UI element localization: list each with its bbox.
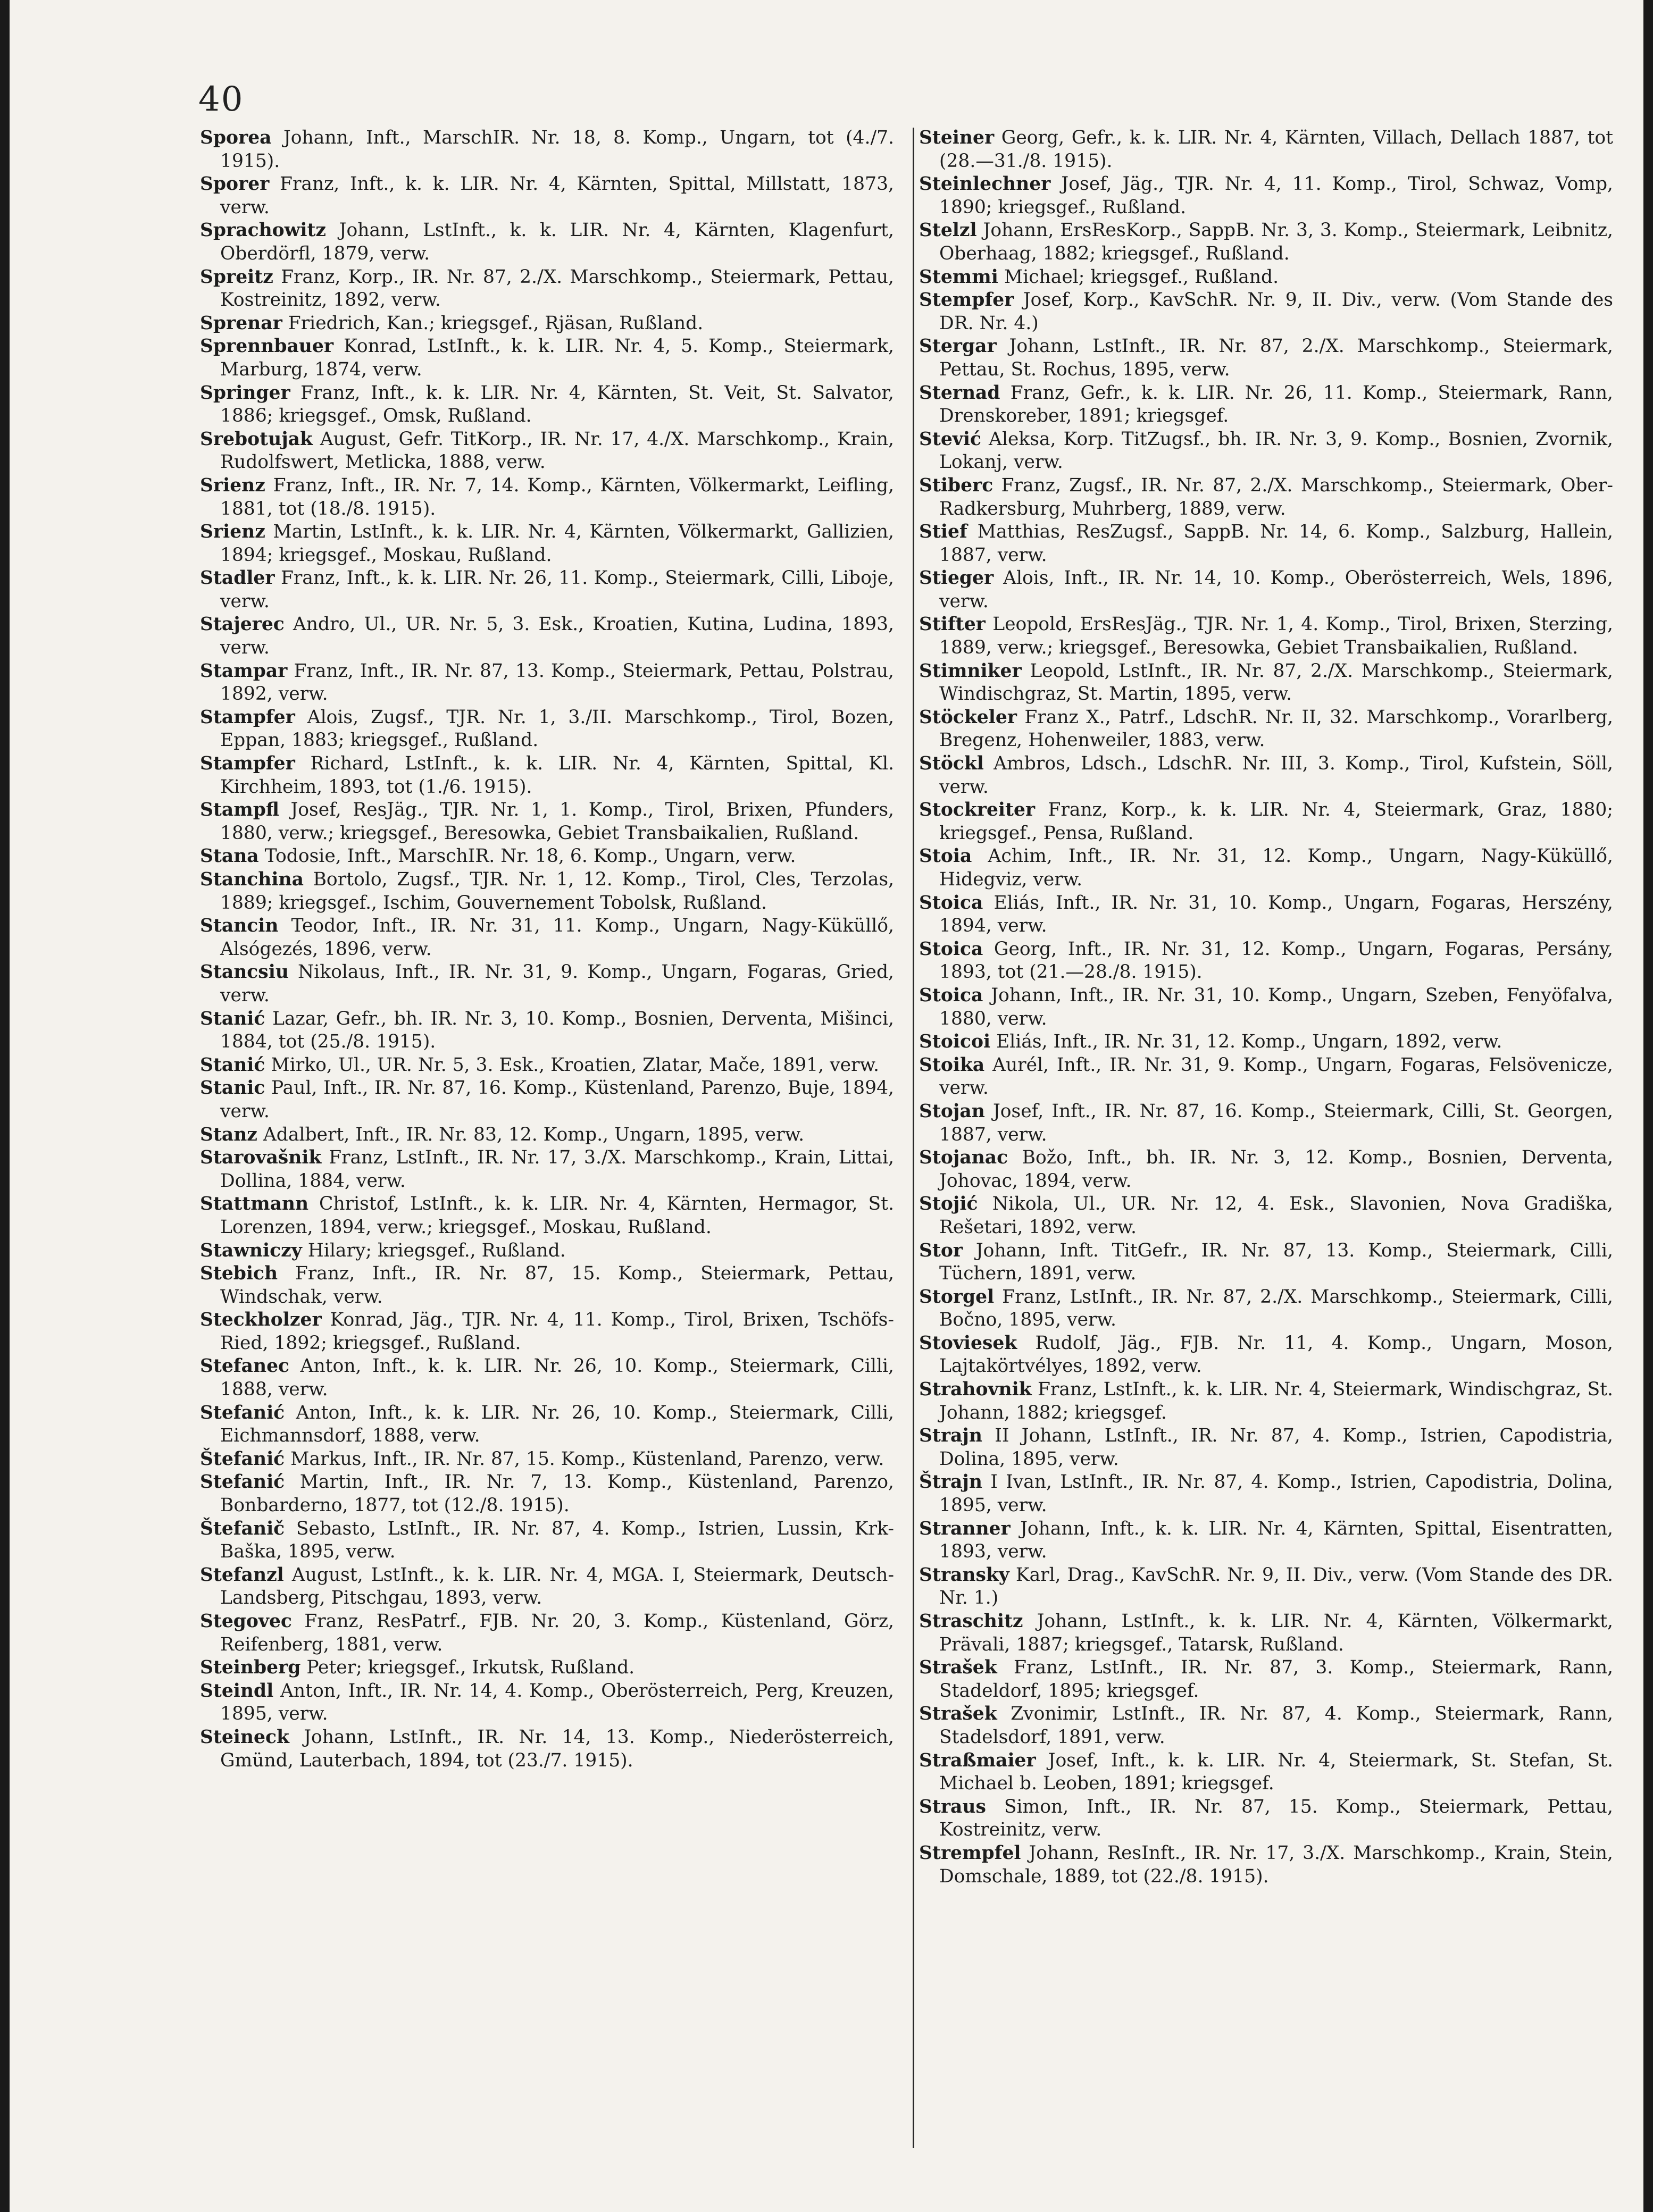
register-entry (919, 428, 1613, 474)
entry-surname: Stefanzl (200, 1564, 284, 1586)
entry-details: Leopold, ErsResJäg., TJR. Nr. 1, 4. Komp., Tirol, Brixen, Sterzing, 1889, verw.; kriegsgef., Beresowka, Gebiet Transbaikalien, Rußland. (939, 614, 1614, 659)
entry-surname: Stoica (919, 892, 983, 914)
entry-surname: Stor (919, 1239, 963, 1261)
register-entry (200, 312, 894, 336)
register-entry (200, 428, 894, 474)
register-entry (200, 1124, 894, 1147)
entry-surname: Stoicoi (919, 1031, 991, 1053)
entry-surname: Stana (200, 845, 259, 867)
entry-details: Franz, Gefr., k. k. LIR. Nr. 26, 11. Komp., Steiermark, Rann, Drenskoreber, 1891; kriegsgef. (939, 382, 1613, 427)
entry-surname: Sprennbauer (200, 336, 334, 357)
entry-details: Friedrich, Kan.; kriegsgef., Rjäsan, Rußland. (288, 312, 704, 334)
register-entry (919, 984, 1613, 1030)
entry-surname: Stojanac (919, 1147, 1008, 1169)
entry-details: II Johann, LstInft., IR. Nr. 87, 4. Komp., Istrien, Capodistria, Dolina, 1895, verw. (939, 1425, 1613, 1470)
entry-details: I Ivan, LstInft., IR. Nr. 87, 4. Komp., Istrien, Capodistria, Dolina, 1895, verw. (939, 1471, 1614, 1516)
right-column (919, 127, 1613, 1888)
entry-details: Anton, Inft., k. k. LIR. Nr. 26, 10. Komp., Steiermark, Cilli, Eichmannsdorf, 1888, verw. (220, 1402, 894, 1447)
entry-surname: Stampfer (200, 706, 295, 728)
entry-surname: Stiberc (919, 474, 994, 496)
entry-details: Nikola, Ul., UR. Nr. 12, 4. Esk., Slavonien, Nova Gradiška, Rešetari, 1892, verw. (939, 1193, 1614, 1238)
entry-details: Georg, Gefr., k. k. LIR. Nr. 4, Kärnten, Villach, Dellach 1887, tot (28.—31./8. 1915). (939, 127, 1613, 172)
register-entry (200, 706, 894, 752)
entry-surname: Steinberg (200, 1657, 301, 1679)
entry-details: Josef, Inft., k. k. LIR. Nr. 4, Steiermark, St. Stefan, St. Michael b. Leoben, 1891; kriegsgef. (939, 1749, 1613, 1795)
register-entry (200, 219, 894, 265)
entry-surname: Steiner (919, 127, 995, 148)
register-entry (919, 1239, 1613, 1286)
entry-details: Lazar, Gefr., bh. IR. Nr. 3, 10. Komp., Bosnien, Derventa, Mišinci, 1884, tot (25./8. 1915). (220, 1008, 894, 1053)
entry-details: Georg, Inft., IR. Nr. 31, 12. Komp., Ungarn, Fogaras, Persány, 1893, tot (21.—28./8. 1915). (939, 938, 1614, 983)
register-entry (200, 1355, 894, 1401)
register-entry (919, 474, 1613, 521)
entry-details: Hilary; kriegsgef., Rußland. (307, 1239, 566, 1261)
register-entry (200, 1471, 894, 1517)
register-entry (200, 660, 894, 706)
register-entry (919, 1796, 1613, 1842)
entry-details: Franz, Inft., IR. Nr. 87, 15. Komp., Steiermark, Pettau, Windschak, verw. (220, 1263, 895, 1308)
register-entry (919, 266, 1613, 289)
register-entry (200, 845, 894, 868)
entry-surname: Stampfer (200, 753, 295, 775)
entry-surname: Stampar (200, 660, 288, 682)
column-divider (913, 128, 914, 2148)
register-entry (200, 382, 894, 428)
entry-details: Alois, Inft., IR. Nr. 14, 10. Komp., Oberösterreich, Wels, 1896, verw. (939, 567, 1614, 612)
register-entry (919, 1842, 1613, 1888)
register-entry (919, 382, 1613, 428)
entry-details: Mirko, Ul., UR. Nr. 5, 3. Esk., Kroatien, Zlatar, Mače, 1891, verw. (271, 1054, 879, 1076)
entry-surname: Stević (919, 428, 981, 450)
entry-details: Josef, ResJäg., TJR. Nr. 1, 1. Komp., Tirol, Brixen, Pfunders, 1880, verw.; kriegsgef., Beresowka, Gebiet Transbaikalien, Rußland. (220, 799, 895, 844)
entry-details: Franz, Inft., k. k. LIR. Nr. 4, Kärnten, St. Veit, St. Salvator, 1886; kriegsgef., Omsk, Rußland. (220, 382, 895, 427)
entry-details: August, Gefr. TitKorp., IR. Nr. 17, 4./X. Marschkomp., Krain, Rudolfswert, Metlicka, 1888, verw. (220, 428, 894, 473)
entry-details: Aurél, Inft., IR. Nr. 31, 9. Komp., Ungarn, Fogaras, Felsövenicze, verw. (939, 1054, 1613, 1099)
register-entry (200, 799, 894, 845)
entry-details: Johann, LstInft., k. k. LIR. Nr. 4, Kärnten, Klagenfurt, Oberdörfl, 1879, verw. (220, 220, 894, 264)
register-entry (200, 752, 894, 799)
entry-details: Nikolaus, Inft., IR. Nr. 31, 9. Komp., Ungarn, Fogaras, Gried, verw. (220, 961, 895, 1006)
entry-details: Zvonimir, LstInft., IR. Nr. 87, 4. Komp., Steiermark, Rann, Stadelsdorf, 1891, verw. (939, 1703, 1613, 1748)
entry-surname: Strašek (919, 1657, 997, 1679)
register-entry (200, 127, 894, 173)
register-entry (200, 173, 894, 219)
register-entry (200, 1518, 894, 1564)
register-entry (919, 1286, 1613, 1332)
entry-details: Martin, LstInft., k. k. LIR. Nr. 4, Kärnten, Völkermarkt, Gallizien, 1894; kriegsgef., Moskau, Rußland. (220, 521, 894, 566)
register-entry (919, 799, 1613, 845)
register-entry (919, 219, 1613, 265)
register-entry (919, 1564, 1613, 1610)
register-entry (200, 521, 894, 567)
register-entry (200, 1726, 894, 1772)
register-entry (919, 127, 1613, 173)
entry-surname: Stancsiu (200, 961, 289, 983)
entry-details: Alois, Zugsf., TJR. Nr. 1, 3./II. Marschkomp., Tirol, Bozen, Eppan, 1883; kriegsgef., Rußland. (220, 706, 894, 751)
entry-surname: Stoviesek (919, 1332, 1017, 1354)
entry-details: Josef, Inft., IR. Nr. 87, 16. Komp., Steiermark, Cilli, St. Georgen, 1887, verw. (939, 1100, 1614, 1145)
register-entry (200, 474, 894, 521)
entry-surname: Stransky (919, 1564, 1009, 1586)
entry-surname: Straßmaier (919, 1749, 1036, 1771)
entry-details: Matthias, ResZugsf., SappB. Nr. 14, 6. Komp., Salzburg, Hallein, 1887, verw. (939, 521, 1613, 566)
entry-surname: Sternad (919, 382, 1000, 404)
entry-surname: Stanchina (200, 869, 304, 890)
register-entry (200, 1262, 894, 1309)
entry-details: Richard, LstInft., k. k. LIR. Nr. 4, Kärnten, Spittal, Kl. Kirchheim, 1893, tot (1./6. 1915). (220, 753, 894, 798)
entry-details: Bortolo, Zugsf., TJR. Nr. 1, 12. Komp., Tirol, Cles, Terzolas, 1889; kriegsgef., Ischim, Gouvernement Tobolsk, Rußland. (220, 869, 894, 914)
entry-surname: Steckholzer (200, 1309, 322, 1331)
register-entry (200, 1448, 894, 1471)
register-entry (200, 1656, 894, 1680)
entry-surname: Steineck (200, 1726, 289, 1748)
left-column (200, 127, 894, 1772)
entry-surname: Straschitz (919, 1611, 1023, 1632)
entry-surname: Stajerec (200, 614, 285, 635)
register-entry (200, 1193, 894, 1239)
register-entry (919, 1749, 1613, 1796)
entry-details: Franz, Zugsf., IR. Nr. 87, 2./X. Marschkomp., Steiermark, Ober-Radkersburg, Muhrberg, 1889, verw. (939, 474, 1614, 520)
entry-surname: Starovašnik (200, 1147, 322, 1169)
entry-details: Johann, LstInft., IR. Nr. 14, 13. Komp., Niederösterreich, Gmünd, Lauterbach, 1894, tot (23./7. 1915). (220, 1726, 894, 1771)
entry-surname: Stoia (919, 845, 972, 867)
entry-details: Franz X., Patrf., LdschR. Nr. II, 32. Marschkomp., Vorarlberg, Bregenz, Hohenweiler, 1883, verw. (939, 706, 1613, 751)
register-entry (200, 1610, 894, 1656)
entry-details: Eliás, Inft., IR. Nr. 31, 12. Komp., Ungarn, 1892, verw. (996, 1031, 1502, 1053)
entry-details: Leopold, LstInft., IR. Nr. 87, 2./X. Marschkomp., Steiermark, Windischgraz, St. Martin, 1895, verw. (939, 660, 1613, 705)
register-entry (200, 335, 894, 381)
entry-surname: Stockreiter (919, 799, 1036, 821)
entry-surname: Stefanec (200, 1355, 290, 1377)
entry-details: Franz, Inft., IR. Nr. 87, 13. Komp., Steiermark, Pettau, Polstrau, 1892, verw. (220, 660, 894, 705)
entry-surname: Stawniczy (200, 1239, 302, 1261)
entry-surname: Stoika (919, 1054, 985, 1076)
register-entry (919, 1610, 1613, 1656)
entry-surname: Stojić (919, 1193, 978, 1215)
entry-details: Rudolf, Jäg., FJB. Nr. 11, 4. Komp., Ungarn, Moson, Lajtakörtvélyes, 1892, verw. (939, 1332, 1614, 1377)
register-entry (919, 1146, 1613, 1193)
entry-surname: Sporer (200, 173, 270, 195)
entry-details: Franz, Inft., k. k. LIR. Nr. 26, 11. Komp., Steiermark, Cilli, Liboje, verw. (220, 567, 894, 612)
entry-details: Anton, Inft., IR. Nr. 14, 4. Komp., Oberösterreich, Perg, Kreuzen, 1895, verw. (220, 1680, 894, 1725)
entry-surname: Srebotujak (200, 428, 313, 450)
entry-details: Božo, Inft., bh. IR. Nr. 3, 12. Komp., Bosnien, Derventa, Johovac, 1894, verw. (939, 1147, 1614, 1192)
register-entry (919, 1030, 1613, 1054)
page-number: 40 (198, 80, 244, 119)
register-entry (919, 660, 1613, 706)
entry-surname: Štefanič (200, 1518, 285, 1539)
entry-surname: Strempfel (919, 1842, 1021, 1864)
register-entry (919, 613, 1613, 659)
entry-details: Ambros, Ldsch., LdschR. Nr. III, 3. Komp., Tirol, Kufstein, Söll, verw. (939, 753, 1613, 798)
register-entry (919, 752, 1613, 799)
entry-surname: Stifter (919, 614, 986, 635)
register-entry (919, 1703, 1613, 1749)
entry-surname: Stanić (200, 1054, 265, 1076)
entry-surname: Stanic (200, 1077, 265, 1099)
entry-details: Markus, Inft., IR. Nr. 87, 15. Komp., Küstenland, Parenzo, verw. (290, 1448, 884, 1470)
entry-surname: Stemmi (919, 266, 998, 288)
register-entry (200, 915, 894, 961)
register-entry (200, 961, 894, 1007)
register-entry (919, 335, 1613, 381)
register-entry (919, 706, 1613, 752)
entry-surname: Stanić (200, 1008, 265, 1029)
entry-details: Johann, Inft., IR. Nr. 31, 10. Komp., Ungarn, Szeben, Fenyöfalva, 1880, verw. (939, 984, 1613, 1029)
entry-surname: Stieger (919, 567, 994, 589)
register-entry (200, 1680, 894, 1726)
entry-surname: Stattmann (200, 1193, 309, 1215)
entry-surname: Stief (919, 521, 967, 543)
entry-surname: Spreitz (200, 266, 273, 288)
register-entry (200, 1309, 894, 1355)
entry-surname: Storgel (919, 1286, 995, 1308)
entry-details: Simon, Inft., IR. Nr. 87, 15. Komp., Steiermark, Pettau, Kostreinitz, verw. (939, 1796, 1613, 1841)
entry-surname: Sporea (200, 127, 272, 148)
register-entry (919, 1332, 1613, 1378)
entry-details: Franz, LstInft., IR. Nr. 17, 3./X. Marschkomp., Krain, Littai, Dollina, 1884, verw. (220, 1147, 894, 1192)
entry-surname: Stegovec (200, 1611, 292, 1632)
register-entry (200, 1054, 894, 1077)
register-entry (200, 868, 894, 915)
entry-details: Konrad, Jäg., TJR. Nr. 4, 11. Komp., Tirol, Brixen, Tschöfs-Ried, 1892; kriegsgef., Rußland. (220, 1309, 894, 1354)
register-entry (200, 1564, 894, 1610)
entry-surname: Stranner (919, 1518, 1011, 1539)
entry-surname: Steinlechner (919, 173, 1051, 195)
entry-details: Paul, Inft., IR. Nr. 87, 16. Komp., Küstenland, Parenzo, Buje, 1894, verw. (220, 1077, 894, 1122)
entry-surname: Stempfer (919, 289, 1014, 311)
entry-details: Franz, Korp., IR. Nr. 87, 2./X. Marschkomp., Steiermark, Pettau, Kostreinitz, 1892, verw. (220, 266, 894, 311)
document-page (10, 0, 1643, 2212)
entry-surname: Stanz (200, 1124, 257, 1145)
register-entry (919, 173, 1613, 219)
entry-surname: Springer (200, 382, 290, 404)
entry-surname: Stimniker (919, 660, 1022, 682)
entry-surname: Stampfl (200, 799, 279, 821)
entry-surname: Stoica (919, 938, 983, 960)
entry-details: Achim, Inft., IR. Nr. 31, 12. Komp., Ungarn, Nagy-Küküllő, Hidegviz, verw. (939, 845, 1613, 890)
entry-surname: Stadler (200, 567, 275, 589)
register-entry (919, 521, 1613, 567)
entry-surname: Srienz (200, 474, 265, 496)
register-entry (919, 845, 1613, 891)
entry-details: Franz, Inft., k. k. LIR. Nr. 4, Kärnten, Spittal, Millstatt, 1873, verw. (220, 173, 894, 218)
register-entry (919, 1378, 1613, 1425)
entry-details: Josef, Korp., KavSchR. Nr. 9, II. Div., verw. (Vom Stande des DR. Nr. 4.) (939, 289, 1614, 334)
entry-surname: Sprenar (200, 312, 282, 334)
entry-details: August, LstInft., k. k. LIR. Nr. 4, MGA. I, Steiermark, Deutsch-Landsberg, Pitschgau, 1893, verw. (220, 1564, 894, 1609)
entry-details: Franz, Inft., IR. Nr. 7, 14. Komp., Kärnten, Völkermarkt, Leifling, 1881, tot (18./8. 1915). (220, 474, 895, 520)
entry-details: Martin, Inft., IR. Nr. 7, 13. Komp., Küstenland, Parenzo, Bonbarderno, 1877, tot (12./8. 1915). (220, 1471, 894, 1516)
entry-surname: Steindl (200, 1680, 274, 1702)
entry-surname: Stebich (200, 1263, 278, 1285)
entry-details: Franz, LstInft., IR. Nr. 87, 3. Komp., Steiermark, Rann, Stadeldorf, 1895; kriegsgef. (939, 1657, 1614, 1702)
entry-surname: Stancin (200, 915, 279, 937)
entry-surname: Štrajn (919, 1471, 982, 1493)
entry-details: Johann, LstInft., k. k. LIR. Nr. 4, Kärnten, Völkermarkt, Prävali, 1887; kriegsgef., Tatarsk, Rußland. (939, 1611, 1613, 1655)
entry-surname: Stöckl (919, 753, 984, 775)
register-entry (200, 1008, 894, 1054)
entry-details: Todosie, Inft., MarschIR. Nr. 18, 6. Komp., Ungarn, verw. (264, 845, 796, 867)
register-entry (200, 1146, 894, 1193)
register-entry (919, 289, 1613, 335)
entry-details: Franz, LstInft., IR. Nr. 87, 2./X. Marschkomp., Steiermark, Cilli, Bočno, 1895, verw. (939, 1286, 1613, 1331)
entry-details: Johann, Inft. TitGefr., IR. Nr. 87, 13. Komp., Steiermark, Cilli, Tüchern, 1891, verw. (939, 1239, 1613, 1285)
register-entry (919, 567, 1613, 613)
register-entry (919, 1656, 1613, 1703)
entry-details: Teodor, Inft., IR. Nr. 31, 11. Komp., Ungarn, Nagy-Küküllő, Alsógezés, 1896, verw. (220, 915, 895, 960)
entry-details: Johann, ResInft., IR. Nr. 17, 3./X. Marschkomp., Krain, Stein, Domschale, 1889, tot (22./8. 1915). (939, 1842, 1613, 1887)
register-entry (919, 892, 1613, 938)
register-entry (200, 1402, 894, 1448)
register-entry (919, 1054, 1613, 1100)
entry-details: Karl, Drag., KavSchR. Nr. 9, II. Div., verw. (Vom Stande des DR. Nr. 1.) (939, 1564, 1613, 1609)
entry-surname: Štefanić (200, 1448, 285, 1470)
register-entry (200, 1077, 894, 1123)
register-entry (919, 938, 1613, 984)
entry-details: Johann, ErsResKorp., SappB. Nr. 3, 3. Komp., Steiermark, Leibnitz, Oberhaag, 1882; kriegsgef., Rußland. (939, 220, 1614, 264)
entry-details: Andro, Ul., UR. Nr. 5, 3. Esk., Kroatien, Kutina, Ludina, 1893, verw. (220, 614, 895, 659)
entry-surname: Stojan (919, 1100, 985, 1122)
entry-details: Michael; kriegsgef., Rußland. (1004, 266, 1279, 288)
entry-details: Johann, LstInft., IR. Nr. 87, 2./X. Marschkomp., Steiermark, Pettau, St. Rochus, 1895, verw. (939, 336, 1613, 380)
entry-surname: Stöckeler (919, 706, 1017, 728)
entry-surname: Strajn (919, 1425, 982, 1447)
entry-surname: Stefanić (200, 1471, 285, 1493)
register-entry (919, 1100, 1613, 1146)
entry-details: Aleksa, Korp. TitZugsf., bh. IR. Nr. 3, 9. Komp., Bosnien, Zvornik, Lokanj, verw. (939, 428, 1613, 473)
entry-details: Sebasto, LstInft., IR. Nr. 87, 4. Komp., Istrien, Lussin, Krk-Baška, 1895, verw. (220, 1518, 894, 1563)
entry-details: Eliás, Inft., IR. Nr. 31, 10. Komp., Ungarn, Fogaras, Herszény, 1894, verw. (939, 892, 1613, 937)
entry-surname: Stefanić (200, 1402, 285, 1423)
entry-surname: Stergar (919, 336, 997, 357)
register-entry (919, 1518, 1613, 1564)
entry-surname: Sprachowitz (200, 220, 327, 241)
entry-details: Adalbert, Inft., IR. Nr. 83, 12. Komp., Ungarn, 1895, verw. (263, 1124, 805, 1145)
entry-surname: Stoica (919, 984, 983, 1006)
entry-details: Johann, Inft., k. k. LIR. Nr. 4, Kärnten, Spittal, Eisentratten, 1893, verw. (939, 1518, 1613, 1563)
register-entry (200, 567, 894, 613)
entry-surname: Srienz (200, 521, 265, 543)
entry-details: Anton, Inft., k. k. LIR. Nr. 26, 10. Komp., Steiermark, Cilli, 1888, verw. (220, 1355, 894, 1401)
entry-details: Franz, ResPatrf., FJB. Nr. 20, 3. Komp., Küstenland, Görz, Reifenberg, 1881, verw. (220, 1611, 895, 1655)
entry-surname: Straus (919, 1796, 986, 1817)
register-entry (919, 1193, 1613, 1239)
entry-details: Franz, Korp., k. k. LIR. Nr. 4, Steiermark, Graz, 1880; kriegsgef., Pensa, Rußland. (939, 799, 1613, 844)
register-entry (200, 1239, 894, 1263)
register-entry (919, 1425, 1613, 1471)
entry-details: Johann, Inft., MarschIR. Nr. 18, 8. Komp., Ungarn, tot (4./7. 1915). (220, 127, 894, 172)
entry-details: Peter; kriegsgef., Irkutsk, Rußland. (306, 1657, 635, 1679)
entry-details: Josef, Jäg., TJR. Nr. 4, 11. Komp., Tirol, Schwaz, Vomp, 1890; kriegsgef., Rußland. (939, 173, 1613, 218)
entry-surname: Strašek (919, 1703, 997, 1725)
register-entry (200, 613, 894, 659)
register-entry (919, 1471, 1613, 1517)
entry-surname: Strahovnik (919, 1379, 1032, 1401)
entry-details: Konrad, LstInft., k. k. LIR. Nr. 4, 5. Komp., Steiermark, Marburg, 1874, verw. (220, 336, 895, 380)
entry-surname: Stelzl (919, 220, 977, 241)
entry-details: Franz, LstInft., k. k. LIR. Nr. 4, Steiermark, Windischgraz, St. Johann, 1882; kriegsgef. (939, 1379, 1613, 1423)
entry-details: Christof, LstInft., k. k. LIR. Nr. 4, Kärnten, Hermagor, St. Lorenzen, 1894, verw.; kriegsgef., Moskau, Rußland. (220, 1193, 894, 1238)
register-entry (200, 266, 894, 312)
